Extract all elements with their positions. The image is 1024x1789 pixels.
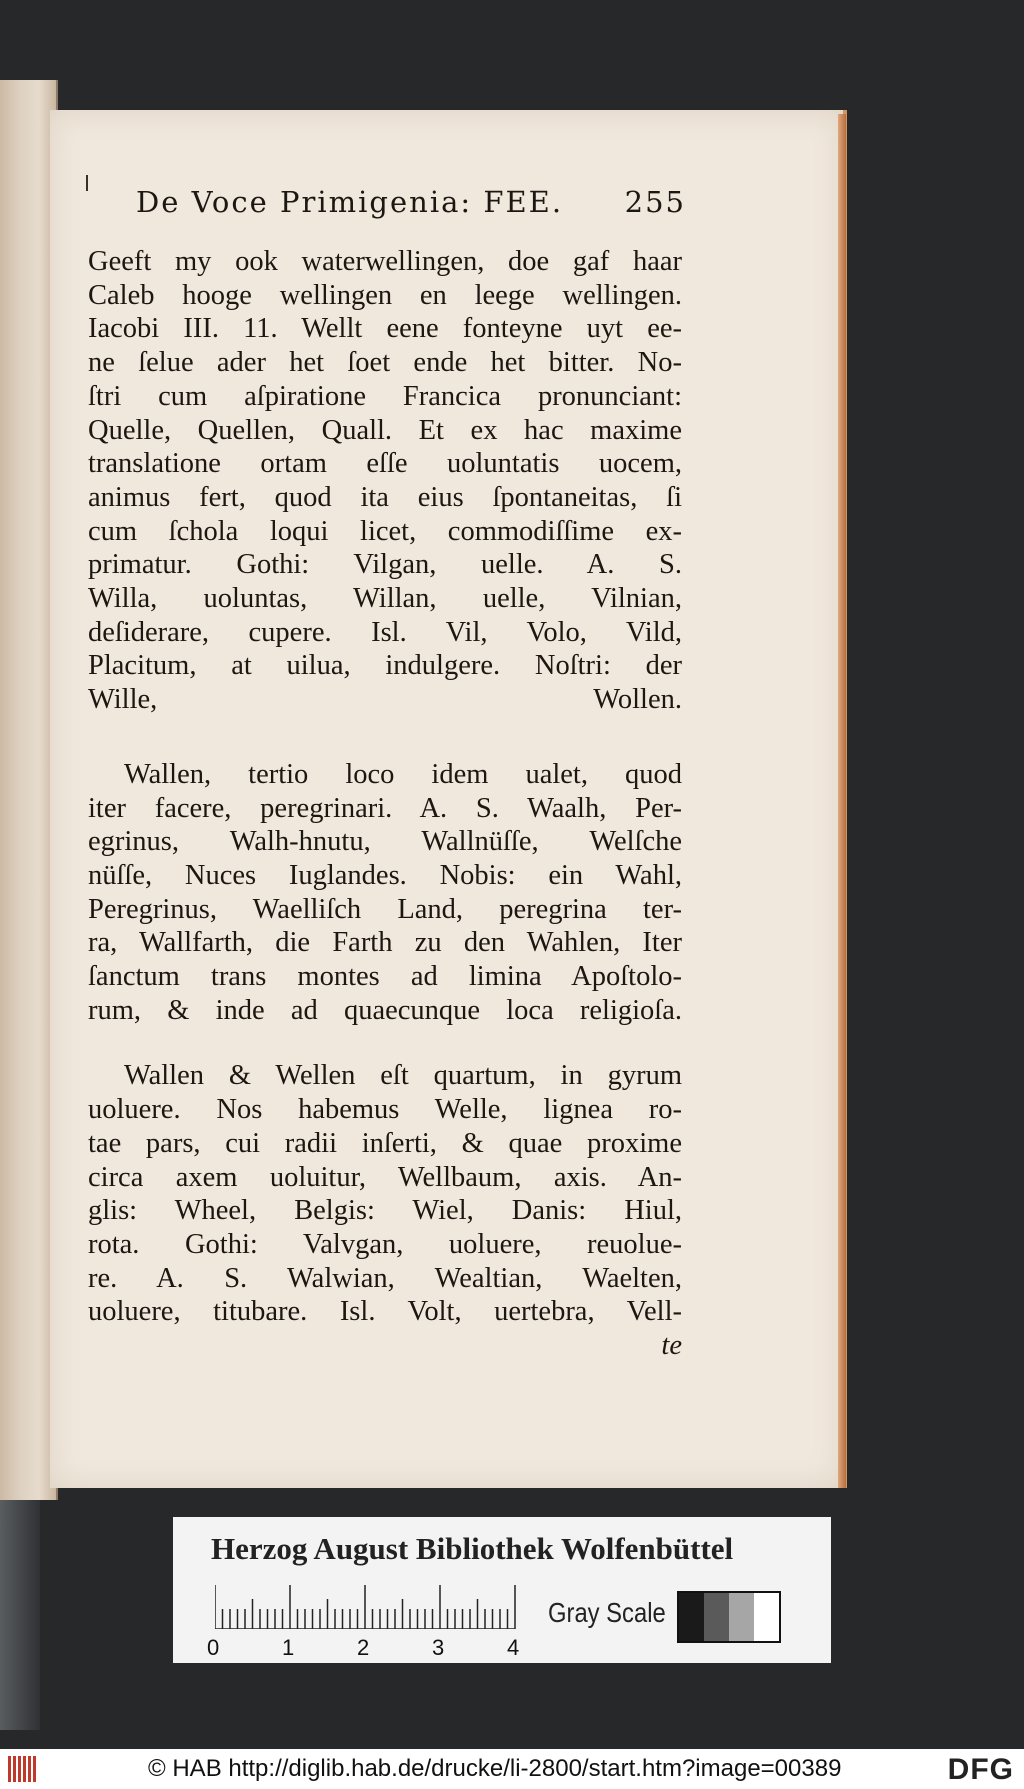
ruler-label: 2 (357, 1635, 370, 1660)
ruler-label: 1 (282, 1635, 295, 1660)
ruler-label: 3 (432, 1635, 445, 1660)
text-line: Iacobi III. 11. Wellt eene fonteyne uyt ee- (88, 313, 682, 345)
text-line: Willa, uoluntas, Willan, uelle, Vilnian, (88, 583, 682, 615)
text-line: nüſſe, Nuces Iuglandes. Nobis: ein Wahl, (88, 859, 682, 891)
footer-credit-link[interactable]: © HAB http://diglib.hab.de/drucke/li-2800/start.htm?image=00389 (148, 1755, 842, 1782)
text-line: Caleb hooge wellingen en leege wellingen. (88, 279, 682, 311)
text-line: ra, Wallfarth, die Farth zu den Wahlen, Iter (88, 927, 682, 959)
text-line: Peregrinus, Waelliſch Land, peregrina ter- (88, 893, 682, 925)
text-line: Wille, Wollen. (88, 684, 682, 716)
left-dark-strip (0, 1500, 40, 1730)
text-line: circa axem uoluitur, Wellbaum, axis. An- (88, 1161, 682, 1193)
paragraph-2 (88, 758, 682, 1028)
text-line: ſtri cum aſpiratione Francica pronunciant: (88, 380, 682, 412)
text-line: iter facere, peregrinari. A. S. Waalh, Per- (88, 792, 682, 824)
text-line: uoluere, titubare. Isl. Volt, uertebra, Vell- (88, 1296, 682, 1328)
dfg-logo: DFG (947, 1753, 1014, 1786)
gray-scale-label: Gray Scale (548, 1597, 666, 1628)
text-line: uoluere. Nos habemus Welle, lignea ro- (88, 1094, 682, 1126)
text-line: tae pars, cui radii inſerti, & quae proxime (88, 1127, 682, 1159)
text-line: ne ſelue ader het ſoet ende het bitter. No- (88, 347, 682, 379)
paragraph-3 (88, 1059, 682, 1329)
text-line: deſiderare, cupere. Isl. Vil, Volo, Vild, (88, 616, 682, 648)
catchword: te (661, 1330, 682, 1362)
paragraph-1 (88, 245, 682, 717)
text-line: rum, & inde ad quaecunque loca religioſa. (88, 994, 682, 1026)
text-line: Quelle, Quellen, Quall. Et ex hac maxime (88, 414, 682, 446)
library-color-card (173, 1517, 831, 1663)
gray-scale-swatch (677, 1591, 781, 1643)
running-header (86, 185, 686, 219)
footer-bar (0, 1749, 1024, 1789)
text-line: Wallen, tertio loco idem ualet, quod (124, 758, 682, 790)
margin-mark (86, 175, 88, 191)
scale-ruler (215, 1585, 525, 1629)
page-body (88, 245, 682, 1363)
page-edge (838, 114, 846, 1488)
library-name: Herzog August Bibliothek Wolfenbüttel (211, 1531, 734, 1566)
ruler-label: 0 (207, 1635, 220, 1660)
text-line: translatione ortam eſſe uoluntatis uocem, (88, 448, 682, 480)
text-line: Geeft my ook waterwellingen, doe gaf haar (88, 246, 682, 277)
ruler-label: 4 (507, 1635, 520, 1660)
hab-logo-icon (8, 1756, 38, 1782)
text-line: re. A. S. Walwian, Wealtian, Waelten, (88, 1262, 682, 1294)
text-line: rota. Gothi: Valvgan, uoluere, reuolue- (88, 1228, 682, 1260)
text-line: glis: Wheel, Belgis: Wiel, Danis: Hiul, (88, 1195, 682, 1227)
text-line: ſanctum trans montes ad limina Apoſtolo- (88, 961, 682, 993)
running-head: De Voce Primigenia: FEE. (136, 185, 564, 219)
text-line: cum ſchola loqui licet, commodiſſime ex- (88, 515, 682, 547)
text-line: egrinus, Walh-hnutu, Wallnüſſe, Welſche (88, 826, 682, 858)
text-line: primatur. Gothi: Vilgan, uelle. A. S. (88, 549, 682, 581)
text-line: animus fert, quod ita eius ſpontaneitas, ſi (88, 481, 682, 513)
text-line: Placitum, at uilua, indulgere. Noſtri: der (88, 650, 682, 682)
page-number: 255 (624, 185, 686, 219)
text-line: Wallen & Wellen eſt quartum, in gyrum (124, 1060, 682, 1092)
